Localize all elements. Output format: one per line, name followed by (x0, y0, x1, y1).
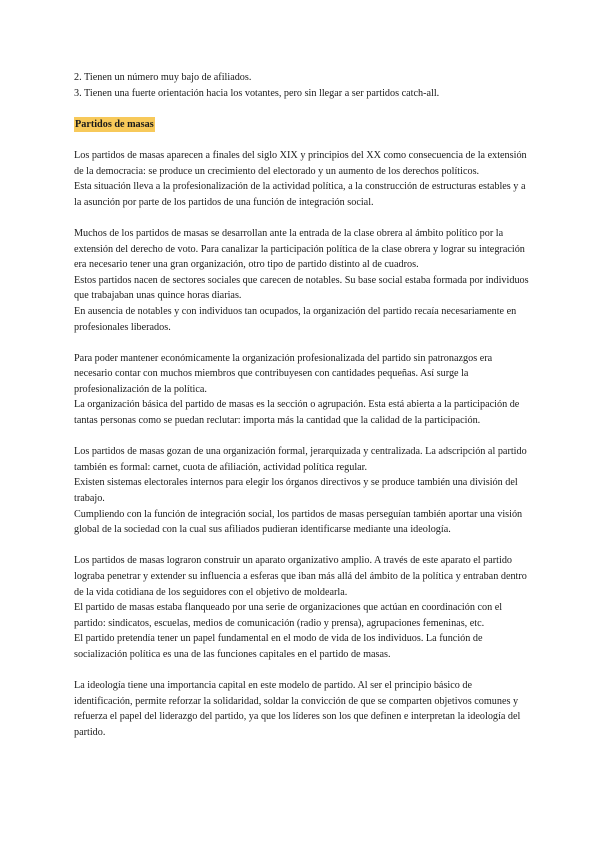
sentence: Los partidos de masas lograron construir un aparato organizativo amplio. A través de este aparato el partido lograba penetrar y extender su influencia a esferas que iban más allá del ámbito de la política y entraban dentro de la vida cotidiana de los seguidores con el objetivo de moldearla. (74, 555, 527, 598)
list-item: 2. Tienen un número muy bajo de afiliados. (74, 72, 252, 83)
list-item: 3. Tienen una fuerte orientación hacia los votantes, pero sin llegar a ser partidos catch-all. (74, 87, 440, 99)
sentence: Para poder mantener económicamente la organización profesionalizada del partido sin patronazgos era necesario contar con muchos miembros que contribuyesen con cantidades pequeñas. Así surge la profesionalización de la política. (74, 352, 493, 395)
sentence: El partido pretendía tener un papel fundamental en el modo de vida de los individuos. La función de socialización política es una de las funciones capitales en el partido de masas. (74, 633, 483, 660)
section-heading-wrap (74, 117, 530, 133)
section-heading: Partidos de masas (74, 117, 155, 133)
paragraph-3 (74, 351, 530, 429)
paragraph-1 (74, 148, 530, 210)
paragraph-2 (74, 226, 530, 335)
paragraph-5 (74, 553, 530, 662)
sentence: Esta situación lleva a la profesionalización de la actividad política, a la construcción de estructuras estables y a la asunción por parte de los partidos de una función de integración social. (74, 181, 526, 208)
sentence: Los partidos de masas aparecen a finales del siglo XIX y principios del XX como consecuencia de la extensión de la democracia: se produce un crecimiento del electorado y un aumento de los derechos políticos. (74, 149, 527, 177)
sentence: La organización básica del partido de masas es la sección o agrupación. Esta está abierta a la participación de tantas personas como se puedan reclutar: importa más la cantidad que la calidad de la participación. (74, 399, 520, 427)
paragraph-4 (74, 444, 530, 538)
sentence: Los partidos de masas gozan de una organización formal, jerarquizada y centralizada. La adscripción al partido también es formal: carnet, cuota de afiliación, actividad política regular. (74, 446, 527, 473)
intro-list (74, 70, 530, 101)
paragraph-6 (74, 678, 530, 740)
sentence: El partido de masas estaba flanqueado por una serie de organizaciones que actúan en coordinación con el partido: sindicatos, escuelas, medios de comunicación (radio y prensa), agrupaciones femeninas, etc. (74, 602, 503, 629)
sentence: La ideología tiene una importancia capital en este modelo de partido. Al ser el principio básico de identificación, permite reforzar la solidaridad, soldar la convicción de que se comparten objetivos comunes y refuerza el papel del liderazgo del partido, ya que los líderes son los que definen e interpretan la ideología del partido. (74, 680, 521, 738)
sentence: Estos partidos nacen de sectores sociales que carecen de notables. Su base social estaba formada por individuos que trabajaban unas quince horas diarias. (74, 274, 529, 302)
sentence: En ausencia de notables y con individuos tan ocupados, la organización del partido recaía necesariamente en profesionales liberados. (74, 305, 517, 333)
sentence: Existen sistemas electorales internos para elegir los órganos directivos y se produce también una división del trabajo. (74, 477, 518, 505)
document-page (74, 70, 530, 756)
sentence: Muchos de los partidos de masas se desarrollan ante la entrada de la clase obrera al ámbito político por la extensión del derecho de voto. Para canalizar la participación política de la clase obrera y lograr su integración era necesario tener una gran organización, otro tipo de partido distinto al de cuadros. (74, 227, 525, 271)
sentence: Cumpliendo con la función de integración social, los partidos de masas perseguían también aportar una visión global de la sociedad con la cual sus afiliados pudieran identificarse mediante una ideología. (74, 508, 523, 536)
